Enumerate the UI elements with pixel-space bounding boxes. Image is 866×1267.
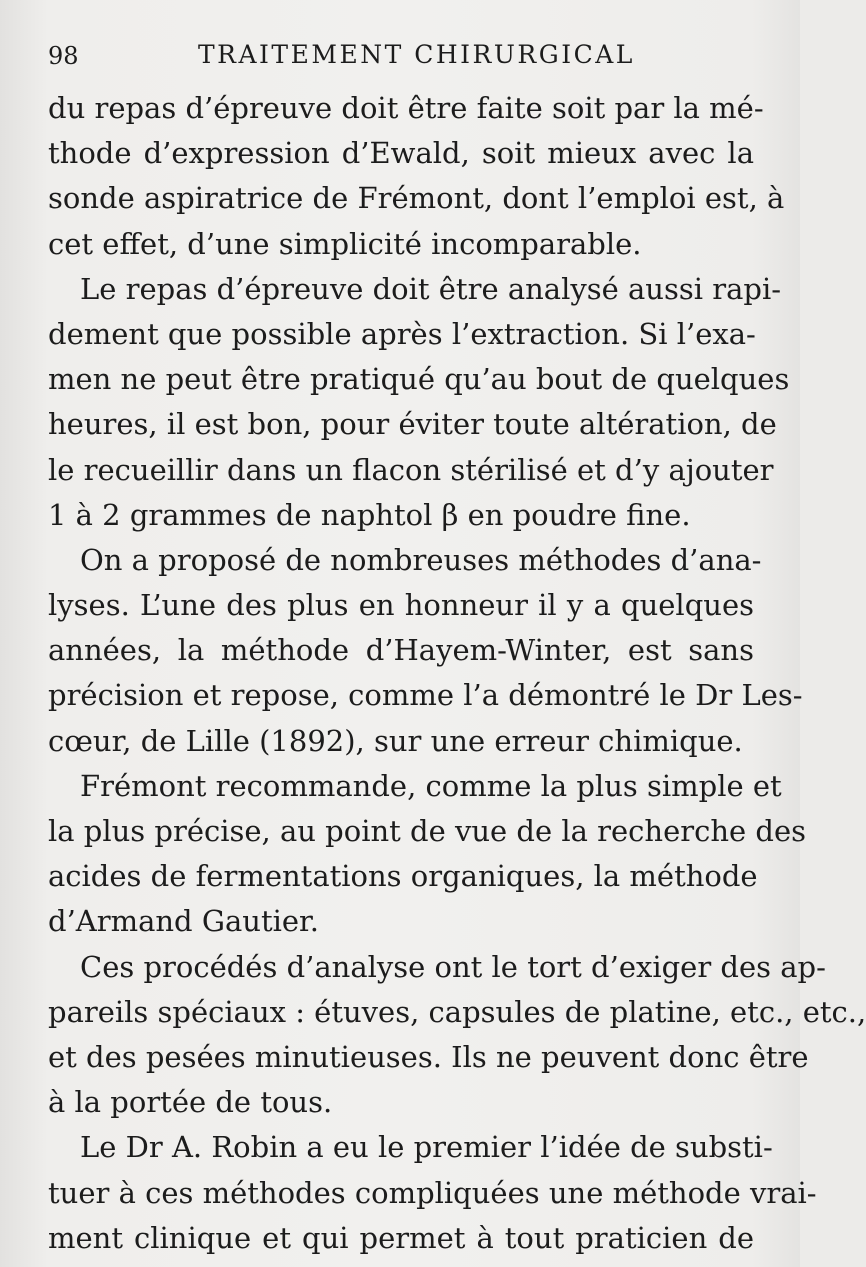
- paragraph: [48, 267, 790, 538]
- text-line: Le Dr A. Robin a eu le premier l’idée de substi-: [80, 1130, 773, 1165]
- paragraph: [48, 86, 785, 267]
- text-line: sonde aspiratrice de Frémont, dont l’emploi est, à: [48, 181, 785, 216]
- paragraph: [48, 538, 803, 764]
- text-line: heures, il est bon, pour éviter toute altération, de: [48, 407, 777, 442]
- text-line: années, la méthode d’Hayem-Winter, est sans: [48, 633, 754, 668]
- text-line: et des pesées minutieuses. Ils ne peuvent donc être: [48, 1039, 809, 1074]
- text-line: 1 à 2 grammes de naphtol β en poudre fine.: [48, 497, 691, 532]
- paragraph: [48, 764, 807, 945]
- text-line: ment clinique et qui permet à tout praticien de: [48, 1220, 754, 1255]
- text-line: le recueillir dans un flacon stérilisé et d’y ajouter: [48, 452, 774, 487]
- text-line: du repas d’épreuve doit être faite soit par la mé-: [48, 91, 764, 125]
- text-line: acides de fermentations organiques, la méthode: [48, 859, 758, 894]
- text-line: cœur, de Lille (1892), sur une erreur chimique.: [48, 723, 743, 758]
- paragraph: [48, 1125, 817, 1261]
- text-line: men ne peut être pratiqué qu’au bout de quelques: [48, 362, 790, 397]
- text-line: la plus précise, au point de vue de la recherche des: [48, 814, 807, 848]
- text-line: Frémont recommande, comme la plus simple et: [80, 768, 782, 803]
- text-line: dement que possible après l’extraction. Si l’exa-: [48, 316, 756, 351]
- paragraph: [48, 945, 866, 1126]
- text-line: à la portée de tous.: [48, 1085, 333, 1120]
- text-line: thode d’expression d’Ewald, soit mieux avec la: [48, 136, 754, 171]
- text-line: lyses. L’une des plus en honneur il y a quelques: [48, 588, 754, 623]
- text-line: cet effet, d’une simplicité incomparable.: [48, 226, 642, 261]
- text-line: Le repas d’épreuve doit être analysé aussi rapi-: [80, 271, 782, 306]
- text-line: tuer à ces méthodes compliquées une méthode vrai-: [48, 1175, 817, 1210]
- page-number: 98: [48, 42, 79, 70]
- text-line: On a proposé de nombreuses méthodes d’ana-: [80, 542, 762, 577]
- text-line: précision et repose, comme l’a démontré le Dr Les-: [48, 678, 803, 713]
- text-line: d’Armand Gautier.: [48, 904, 319, 939]
- text-line: pareils spéciaux : étuves, capsules de platine, etc., etc.,: [48, 994, 866, 1029]
- text-line: Ces procédés d’analyse ont le tort d’exiger des ap-: [80, 949, 826, 984]
- body-text: [48, 86, 866, 1261]
- page-header: [48, 36, 752, 72]
- running-title: TRAITEMENT CHIRURGICAL: [198, 40, 635, 69]
